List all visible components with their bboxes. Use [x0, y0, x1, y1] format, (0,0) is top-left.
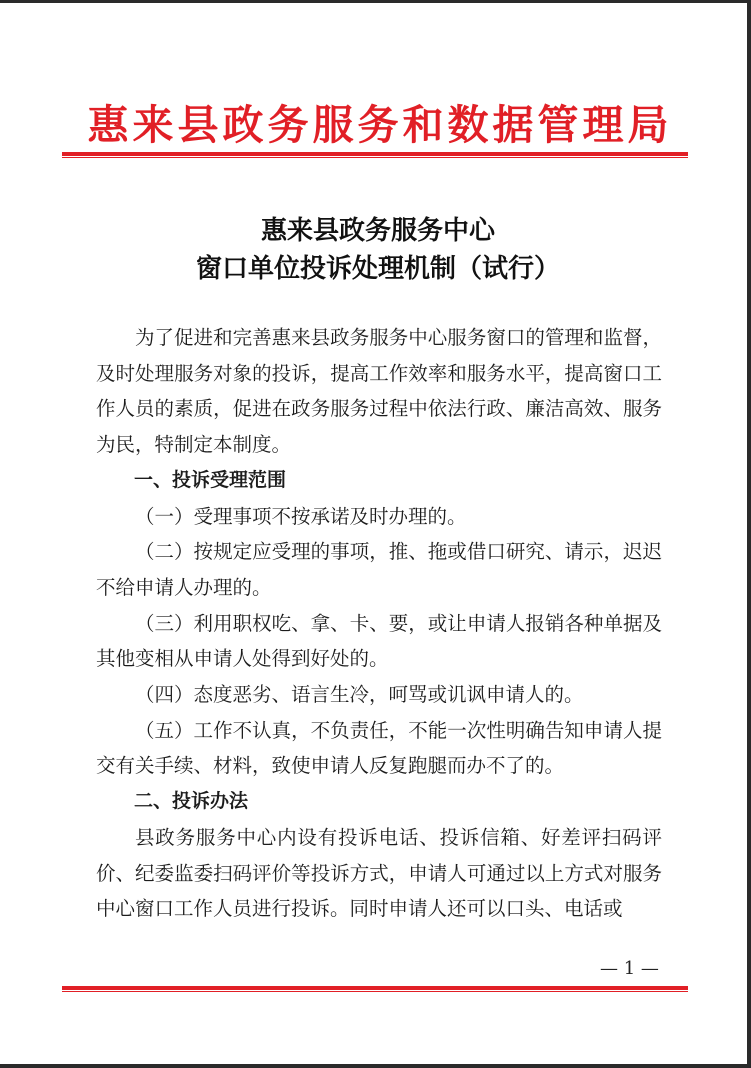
intro-paragraph: 为了促进和完善惠来县政务服务中心服务窗口的管理和监督，及时处理服务对象的投诉，提高工作效率和服务水平，提高窗口工作人员的素质，促进在政务服务过程中依法行政、廉洁高效、服务为民，特制定本制度。 — [96, 326, 662, 457]
footer-red-rule — [62, 986, 688, 992]
section-1-heading: 一、投诉受理范围 — [134, 468, 287, 491]
list-item: （五）工作不认真，不负责任，不能一次性明确告知申请人提交有关手续、材料，致使申请人反复跑腿而办不了的。 — [96, 718, 662, 778]
page-frame-bottom — [0, 1064, 751, 1068]
list-item: （一）受理事项不按承诺及时办理的。 — [135, 504, 467, 528]
page-frame-top — [0, 0, 751, 3]
header-red-rule — [62, 152, 688, 158]
title-line-1: 惠来县政务服务中心 — [260, 216, 495, 246]
document-title — [60, 212, 696, 288]
section-2-paragraph: 县政务服务中心内设有投诉电话、投诉信箱、好差评扫码评价、纪委监委扫码评价等投诉方式，申请人可通过以上方式对服务中心窗口工作人员进行投诉。同时申请人还可以口头、电话或 — [96, 825, 662, 921]
page-frame-right — [747, 0, 751, 1068]
agency-header: 惠来县政务服务和数据管理局 — [87, 101, 673, 149]
section-2-heading: 二、投诉办法 — [134, 790, 249, 813]
document-body — [96, 320, 662, 927]
title-line-2: 窗口单位投诉处理机制（试行） — [195, 254, 560, 284]
page-number: — 1 — — [600, 958, 659, 979]
list-item: （二）按规定应受理的事项，推、拖或借口研究、请示，迟迟不给申请人办理的。 — [96, 540, 662, 599]
list-item: （三）利用职权吃、拿、卡、要，或让申请人报销各种单据及其他变相从申请人处得到好处的。 — [96, 611, 662, 671]
list-item: （四）态度恶劣、语言生冷，呵骂或讥讽申请人的。 — [135, 683, 584, 707]
